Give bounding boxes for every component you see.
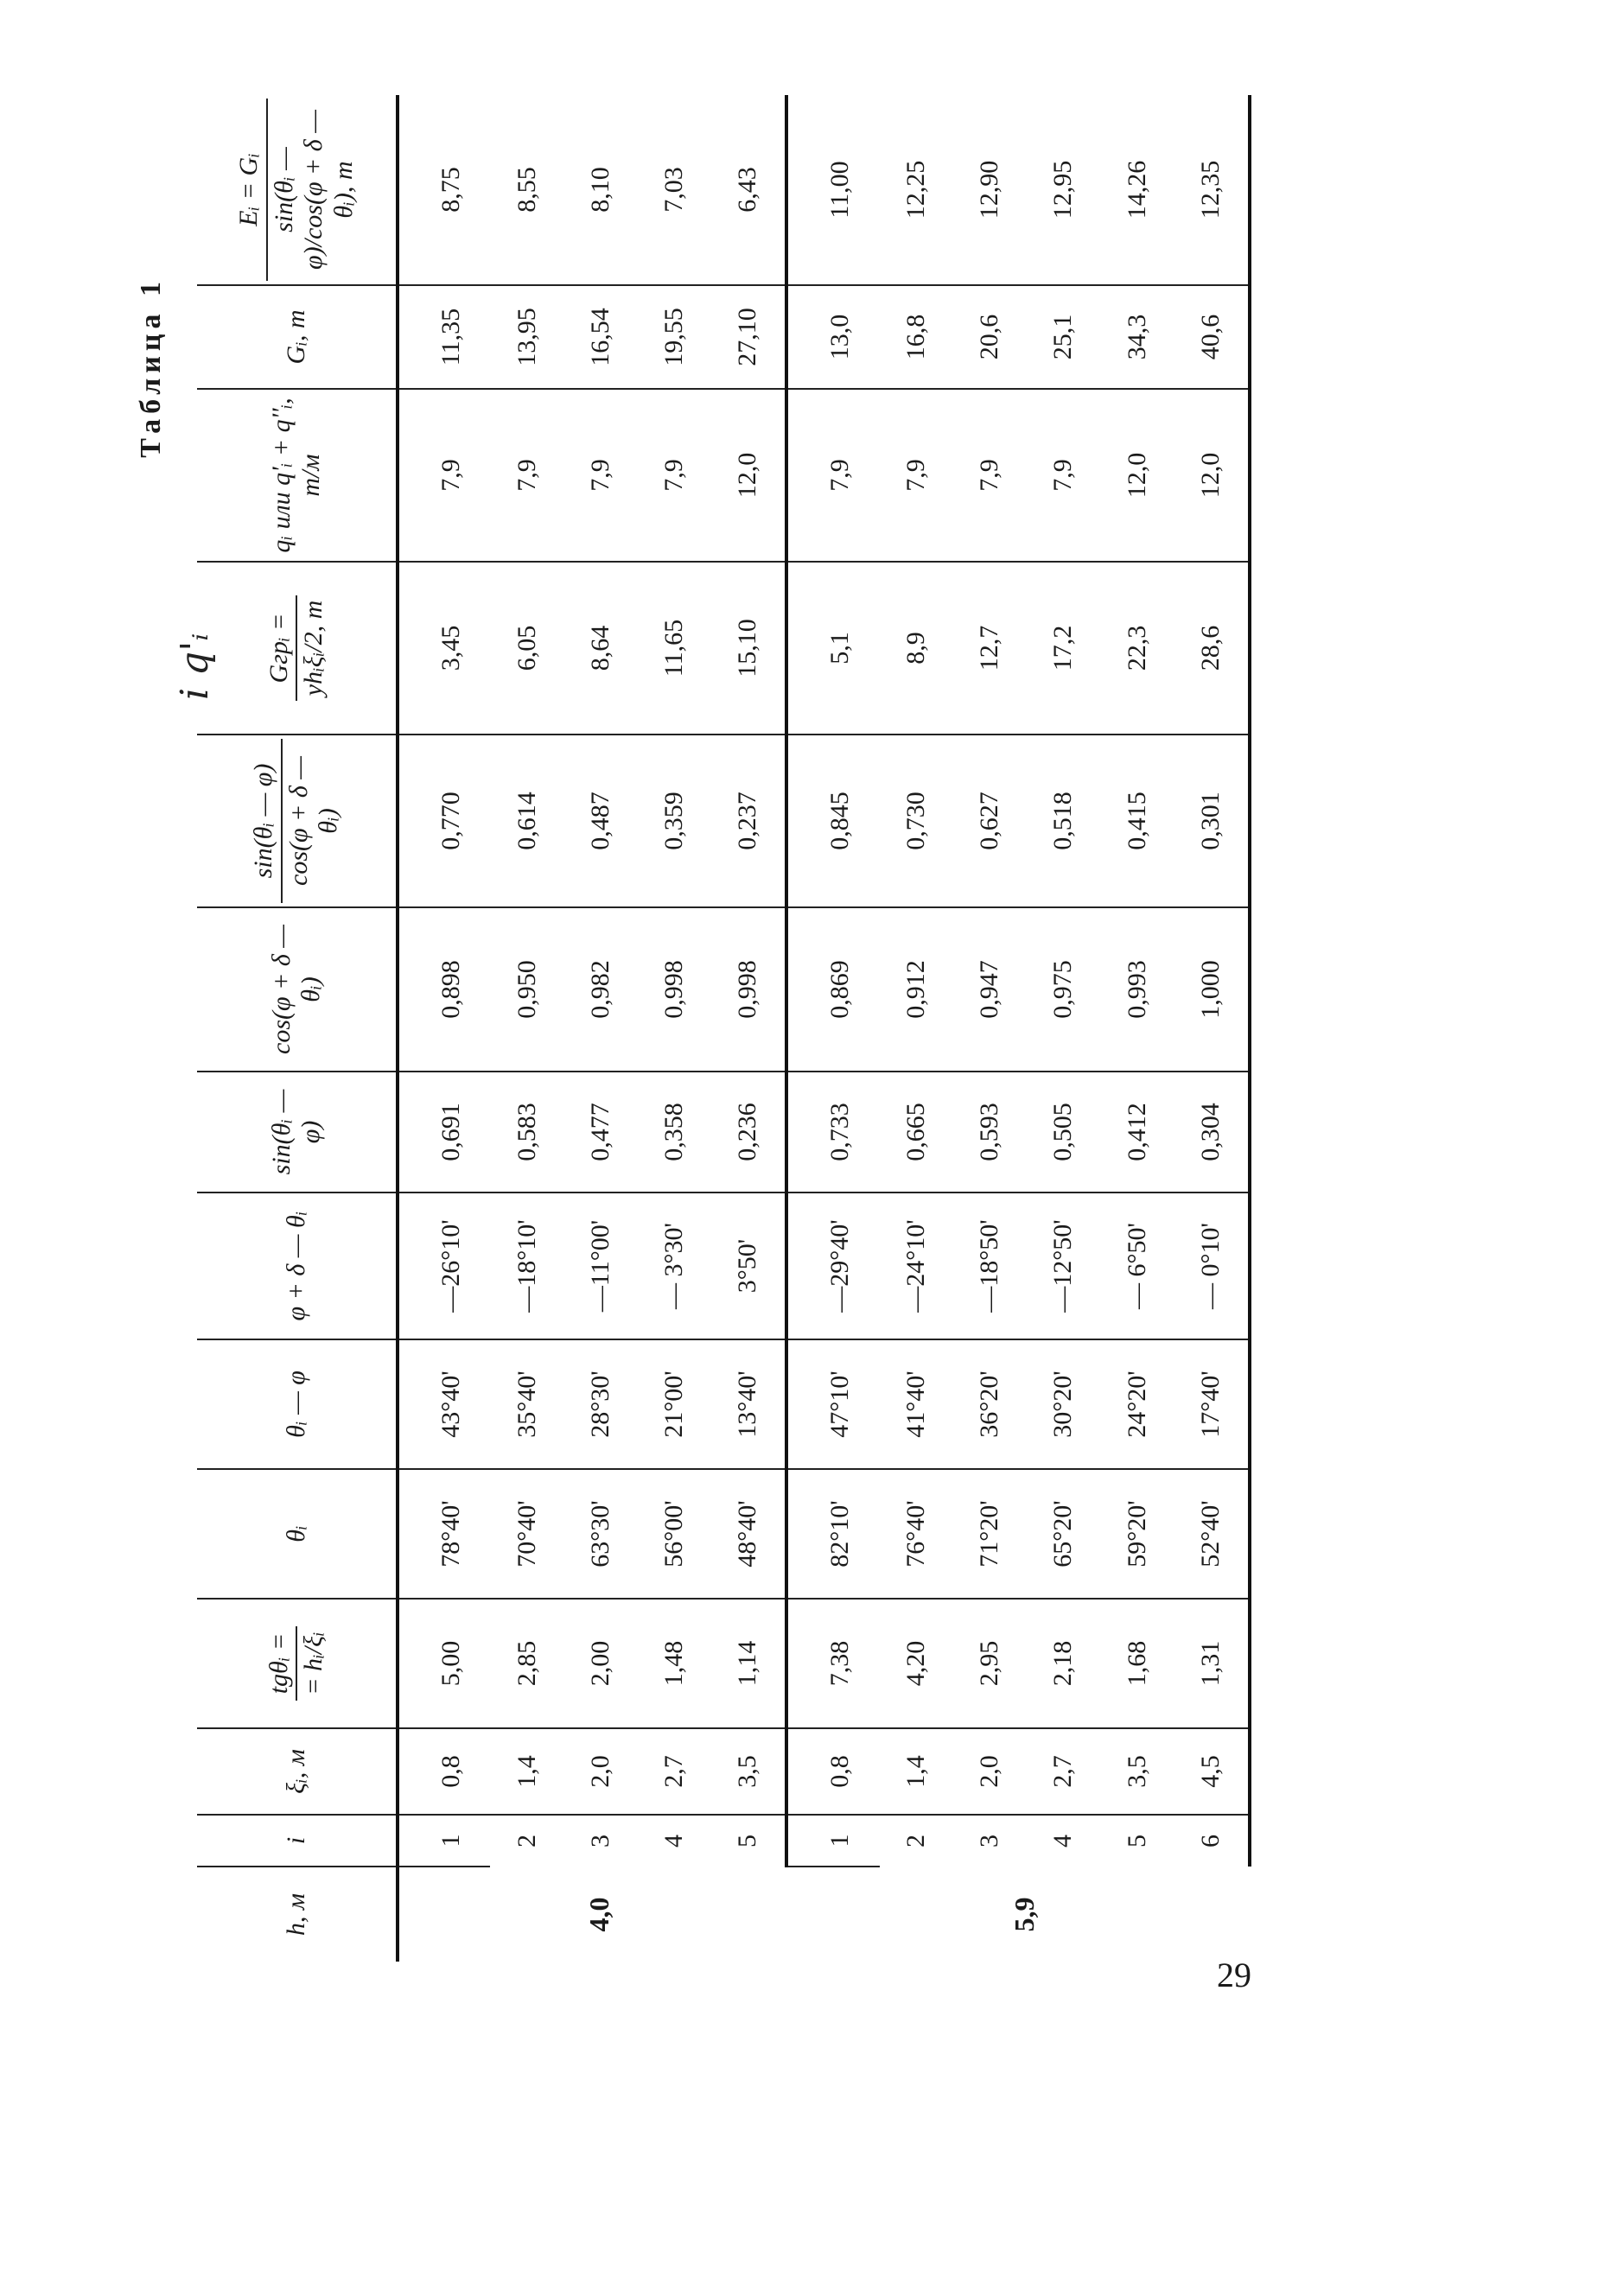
cell-ratio: 0,415 bbox=[1100, 735, 1174, 907]
table-body bbox=[398, 95, 1250, 1962]
cell-g: 19,55 bbox=[637, 285, 710, 389]
cell-xi: 1,4 bbox=[880, 1728, 953, 1815]
cell-xi: 0,8 bbox=[398, 1728, 490, 1815]
group-h-value: 4,0 bbox=[582, 1897, 614, 1932]
cell-tg: 2,85 bbox=[490, 1599, 563, 1728]
header-ratio-num: sin(θᵢ — φ) bbox=[249, 739, 283, 903]
cell-xi: 1,4 bbox=[490, 1728, 563, 1815]
header-i: i bbox=[197, 1815, 398, 1867]
cell-ratio: 0,730 bbox=[880, 735, 953, 907]
cell-arg: —18°50' bbox=[953, 1193, 1027, 1339]
cell-ggr: 8,9 bbox=[880, 562, 953, 735]
header-h: h, м bbox=[197, 1867, 398, 1962]
header-tg-top: tgθᵢ = bbox=[264, 1626, 298, 1700]
cell-cos: 0,982 bbox=[563, 907, 637, 1072]
cell-g: 11,35 bbox=[398, 285, 490, 389]
table-row bbox=[563, 95, 637, 1962]
cell-ggr: 3,45 bbox=[398, 562, 490, 735]
cell-arg: 3°50' bbox=[711, 1193, 787, 1339]
cell-xi: 3,5 bbox=[1100, 1728, 1174, 1815]
table-caption: Таблица 1 bbox=[135, 277, 167, 458]
cell-q: 7,9 bbox=[637, 389, 710, 562]
cell-theta-minus-phi: 36°20' bbox=[953, 1339, 1027, 1469]
cell-theta: 82°10' bbox=[786, 1469, 879, 1599]
table-row bbox=[637, 95, 710, 1962]
cell-q: 12,0 bbox=[711, 389, 787, 562]
cell-cos: 0,869 bbox=[786, 907, 879, 1072]
cell-cos: 1,000 bbox=[1174, 907, 1250, 1072]
header-row bbox=[197, 95, 398, 1962]
cell-e: 12,90 bbox=[953, 95, 1027, 285]
cell-q: 7,9 bbox=[953, 389, 1027, 562]
cell-theta: 76°40' bbox=[880, 1469, 953, 1599]
cell-cos: 0,912 bbox=[880, 907, 953, 1072]
cell-i: 3 bbox=[585, 1835, 614, 1848]
cell-cos: 0,975 bbox=[1027, 907, 1100, 1072]
cell-sin: 0,304 bbox=[1174, 1072, 1250, 1193]
cell-theta: 48°40' bbox=[711, 1469, 787, 1599]
cell-tg: 1,48 bbox=[637, 1599, 710, 1728]
cell-q: 12,0 bbox=[1100, 389, 1174, 562]
cell-e: 12,25 bbox=[880, 95, 953, 285]
cell-e: 7,03 bbox=[637, 95, 710, 285]
cell-sin: 0,505 bbox=[1027, 1072, 1100, 1193]
header-theta-minus-phi: θᵢ — φ bbox=[197, 1339, 398, 1469]
header-ggr-num: Gгрᵢ = bbox=[264, 595, 298, 702]
cell-theta: 70°40' bbox=[490, 1469, 563, 1599]
cell-xi: 2,7 bbox=[637, 1728, 710, 1815]
cell-sin: 0,412 bbox=[1100, 1072, 1174, 1193]
header-arg: φ + δ — θᵢ bbox=[197, 1193, 398, 1339]
cell-ratio: 0,301 bbox=[1174, 735, 1250, 907]
cell-theta-minus-phi: 35°40' bbox=[490, 1339, 563, 1469]
cell-i: 2 bbox=[512, 1835, 541, 1848]
rotated-table-block bbox=[135, 110, 1251, 1962]
cell-g: 16,54 bbox=[563, 285, 637, 389]
cell-ggr: 8,64 bbox=[563, 562, 637, 735]
cell-arg: — 6°50' bbox=[1100, 1193, 1174, 1339]
cell-ratio: 0,237 bbox=[711, 735, 787, 907]
cell-theta: 52°40' bbox=[1174, 1469, 1250, 1599]
handwritten-annotation: i q'ᵢ bbox=[173, 633, 217, 700]
cell-g: 27,10 bbox=[711, 285, 787, 389]
table-row bbox=[1100, 95, 1174, 1962]
cell-tg: 5,00 bbox=[398, 1599, 490, 1728]
cell-q: 12,0 bbox=[1174, 389, 1250, 562]
cell-theta-minus-phi: 47°10' bbox=[786, 1339, 879, 1469]
table-row bbox=[1174, 95, 1250, 1962]
cell-theta-minus-phi: 30°20' bbox=[1027, 1339, 1100, 1469]
cell-g: 20,6 bbox=[953, 285, 1027, 389]
cell-i: 3 bbox=[975, 1835, 1004, 1848]
cell-e: 11,00 bbox=[786, 95, 879, 285]
cell-sin: 0,593 bbox=[953, 1072, 1027, 1193]
cell-theta-minus-phi: 28°30' bbox=[563, 1339, 637, 1469]
cell-q: 7,9 bbox=[398, 389, 490, 562]
cell-cos: 0,898 bbox=[398, 907, 490, 1072]
cell-g: 13,0 bbox=[786, 285, 879, 389]
cell-theta: 59°20' bbox=[1100, 1469, 1174, 1599]
cell-sin: 0,665 bbox=[880, 1072, 953, 1193]
cell-i: 4 bbox=[1048, 1835, 1078, 1848]
cell-ggr: 11,65 bbox=[637, 562, 710, 735]
cell-theta: 71°20' bbox=[953, 1469, 1027, 1599]
cell-tg: 7,38 bbox=[786, 1599, 879, 1728]
table-row bbox=[786, 95, 879, 1962]
cell-q: 7,9 bbox=[1027, 389, 1100, 562]
cell-theta-minus-phi: 17°40' bbox=[1174, 1339, 1250, 1469]
header-tg-fraction bbox=[264, 1626, 329, 1700]
cell-cos: 0,950 bbox=[490, 907, 563, 1072]
cell-g: 16,8 bbox=[880, 285, 953, 389]
table-row bbox=[398, 95, 490, 1962]
table-row bbox=[711, 95, 787, 1962]
cell-xi: 4,5 bbox=[1174, 1728, 1250, 1815]
cell-theta: 65°20' bbox=[1027, 1469, 1100, 1599]
cell-i: 1 bbox=[786, 1815, 879, 1867]
cell-ratio: 0,518 bbox=[1027, 735, 1100, 907]
header-ratio bbox=[197, 735, 398, 907]
cell-i: 4 bbox=[659, 1835, 688, 1848]
cell-sin: 0,236 bbox=[711, 1072, 787, 1193]
cell-e: 12,35 bbox=[1174, 95, 1250, 285]
cell-i: 2 bbox=[901, 1835, 931, 1848]
cell-xi: 0,8 bbox=[786, 1728, 879, 1815]
cell-sin: 0,583 bbox=[490, 1072, 563, 1193]
cell-arg: — 0°10' bbox=[1174, 1193, 1250, 1339]
cell-theta: 56°00' bbox=[637, 1469, 710, 1599]
cell-cos: 0,947 bbox=[953, 907, 1027, 1072]
cell-theta-minus-phi: 21°00' bbox=[637, 1339, 710, 1469]
cell-sin: 0,477 bbox=[563, 1072, 637, 1193]
cell-ratio: 0,627 bbox=[953, 735, 1027, 907]
cell-ggr: 6,05 bbox=[490, 562, 563, 735]
header-sin: sin(θᵢ — φ) bbox=[197, 1072, 398, 1193]
header-cos: cos(φ + δ — θᵢ) bbox=[197, 907, 398, 1072]
cell-e: 8,75 bbox=[398, 95, 490, 285]
cell-theta: 63°30' bbox=[563, 1469, 637, 1599]
cell-tg: 4,20 bbox=[880, 1599, 953, 1728]
cell-i: 1 bbox=[398, 1815, 490, 1867]
cell-tg: 1,68 bbox=[1100, 1599, 1174, 1728]
cell-ratio: 0,845 bbox=[786, 735, 879, 907]
cell-cos: 0,998 bbox=[637, 907, 710, 1072]
cell-arg: —18°10' bbox=[490, 1193, 563, 1339]
table-row bbox=[490, 95, 563, 1962]
cell-g: 40,6 bbox=[1174, 285, 1250, 389]
cell-sin: 0,691 bbox=[398, 1072, 490, 1193]
cell-ggr: 12,7 bbox=[953, 562, 1027, 735]
cell-xi: 2,7 bbox=[1027, 1728, 1100, 1815]
header-q: qᵢ или q'ᵢ + q''ᵢ, т/м bbox=[197, 389, 398, 562]
cell-xi: 3,5 bbox=[711, 1728, 787, 1815]
cell-theta-minus-phi: 13°40' bbox=[711, 1339, 787, 1469]
header-tg-bottom: = hᵢ/ξᵢ bbox=[299, 1631, 328, 1695]
cell-ggr: 22,3 bbox=[1100, 562, 1174, 735]
header-e bbox=[197, 95, 398, 285]
cell-sin: 0,733 bbox=[786, 1072, 879, 1193]
page-number: 29 bbox=[1217, 1956, 1251, 1994]
cell-ggr: 5,1 bbox=[786, 562, 879, 735]
group-h-value: 5,9 bbox=[1008, 1897, 1040, 1932]
cell-theta: 78°40' bbox=[398, 1469, 490, 1599]
cell-tg: 2,00 bbox=[563, 1599, 637, 1728]
cell-theta-minus-phi: 41°40' bbox=[880, 1339, 953, 1469]
cell-g: 34,3 bbox=[1100, 285, 1174, 389]
cell-e: 8,10 bbox=[563, 95, 637, 285]
cell-arg: —29°40' bbox=[786, 1193, 879, 1339]
cell-cos: 0,998 bbox=[711, 907, 787, 1072]
header-e-num: Eᵢ = Gᵢ bbox=[234, 99, 268, 281]
cell-theta-minus-phi: 43°40' bbox=[398, 1339, 490, 1469]
header-ratio-fraction bbox=[249, 739, 344, 903]
cell-ggr: 28,6 bbox=[1174, 562, 1250, 735]
header-ratio-den: cos(φ + δ — θᵢ) bbox=[283, 756, 343, 886]
cell-tg: 1,31 bbox=[1174, 1599, 1250, 1728]
table-row bbox=[880, 95, 953, 1962]
cell-ggr: 17,2 bbox=[1027, 562, 1100, 735]
header-xi: ξᵢ, м bbox=[197, 1728, 398, 1815]
cell-g: 25,1 bbox=[1027, 285, 1100, 389]
header-tg bbox=[197, 1599, 398, 1728]
cell-e: 14,26 bbox=[1100, 95, 1174, 285]
header-ggr-den: yhᵢξᵢ/2, т bbox=[299, 600, 328, 696]
cell-ratio: 0,359 bbox=[637, 735, 710, 907]
cell-theta-minus-phi: 24°20' bbox=[1100, 1339, 1174, 1469]
cell-cos: 0,993 bbox=[1100, 907, 1174, 1072]
cell-g: 13,95 bbox=[490, 285, 563, 389]
cell-ggr: 15,10 bbox=[711, 562, 787, 735]
cell-tg: 2,18 bbox=[1027, 1599, 1100, 1728]
cell-q: 7,9 bbox=[490, 389, 563, 562]
cell-q: 7,9 bbox=[563, 389, 637, 562]
cell-q: 7,9 bbox=[786, 389, 879, 562]
cell-tg: 2,95 bbox=[953, 1599, 1027, 1728]
cell-tg: 1,14 bbox=[711, 1599, 787, 1728]
header-e-den: sin(θᵢ — φ)/cos(φ + δ — θᵢ), т bbox=[269, 110, 358, 270]
cell-e: 12,95 bbox=[1027, 95, 1100, 285]
cell-sin: 0,358 bbox=[637, 1072, 710, 1193]
cell-arg: —11°00' bbox=[563, 1193, 637, 1339]
header-theta: θᵢ bbox=[197, 1469, 398, 1599]
cell-i: 5 bbox=[1122, 1835, 1151, 1848]
cell-q: 7,9 bbox=[880, 389, 953, 562]
cell-ratio: 0,614 bbox=[490, 735, 563, 907]
cell-arg: —12°50' bbox=[1027, 1193, 1100, 1339]
header-g: Gᵢ, т bbox=[197, 285, 398, 389]
cell-arg: —26°10' bbox=[398, 1193, 490, 1339]
cell-ratio: 0,487 bbox=[563, 735, 637, 907]
cell-arg: —24°10' bbox=[880, 1193, 953, 1339]
table-row bbox=[1027, 95, 1100, 1962]
header-e-fraction bbox=[234, 99, 359, 281]
table-row bbox=[953, 95, 1027, 1962]
cell-xi: 2,0 bbox=[563, 1728, 637, 1815]
cell-e: 8,55 bbox=[490, 95, 563, 285]
cell-ratio: 0,770 bbox=[398, 735, 490, 907]
cell-i: 6 bbox=[1174, 1815, 1250, 1867]
data-table bbox=[197, 95, 1251, 1962]
cell-i: 5 bbox=[711, 1815, 787, 1867]
cell-xi: 2,0 bbox=[953, 1728, 1027, 1815]
cell-e: 6,43 bbox=[711, 95, 787, 285]
cell-arg: — 3°30' bbox=[637, 1193, 710, 1339]
